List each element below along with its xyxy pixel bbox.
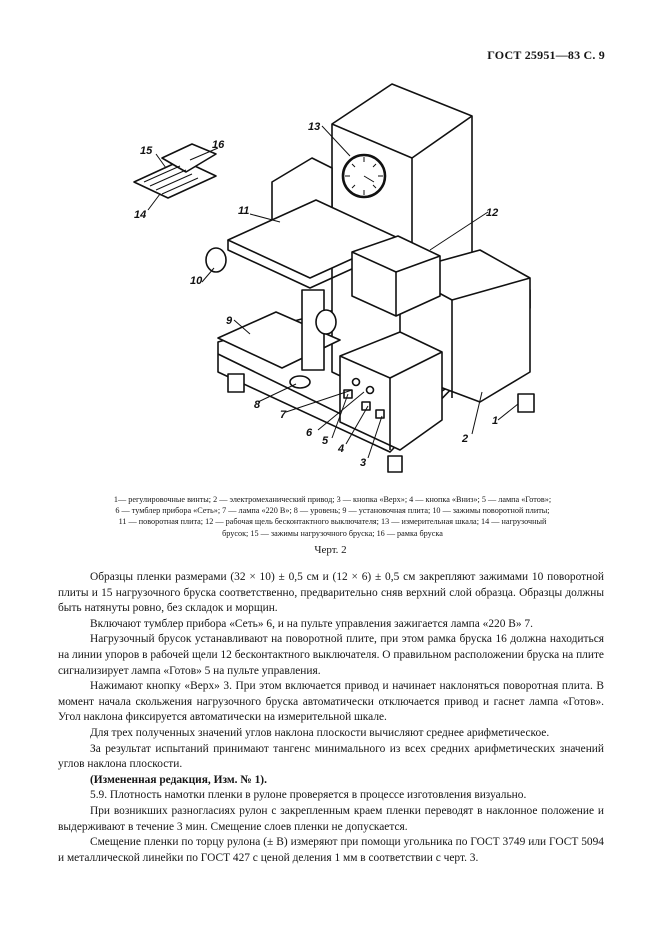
caption-line: 1— регулировочные винты; 2 — электромеханический привод; 3 — кнопка «Верх»; 4 — кнопка «Вниз»; 5 — лампа «Готов»; bbox=[113, 495, 552, 504]
figure-caption bbox=[60, 494, 605, 539]
callout-4: 4 bbox=[338, 443, 345, 455]
figure-title: Черт. 2 bbox=[314, 544, 347, 556]
caption-line: 11 — поворотная плита; 12 — рабочая щель бесконтактного выключателя; 13 — измерительная шкала; 14 — нагрузочный bbox=[118, 517, 547, 527]
amendment-note: (Измененная редакция, Изм. № 1). bbox=[90, 773, 267, 786]
callout-5: 5 bbox=[322, 435, 329, 447]
callout-2: 2 bbox=[462, 433, 469, 445]
paragraph: Нажимают кнопку «Верх» 3. При этом включается привод и начинает наклоняться поворотная плита. В момент начала скольжения нагрузочного бруска автоматически отключается привод и гаснет лампа «Готов». Угол наклона фиксируется автоматически на измерительной шкале. bbox=[58, 680, 604, 724]
caption-line: брусок; 15 — зажимы нагрузочного бруска; 16 — рамка бруска bbox=[222, 528, 443, 538]
callout-12: 12 bbox=[486, 207, 499, 219]
caption-line: 6 — тумблер прибора «Сеть»; 7 — лампа «220 В»; 8 — уровень; 9 — установочная плита; 10 — зажимы поворотной плиты; bbox=[115, 506, 550, 516]
paragraph: Включают тумблер прибора «Сеть» 6, и на пульте управления зажигается лампа «220 В» 7. bbox=[90, 617, 533, 630]
callout-16: 16 bbox=[212, 139, 225, 151]
paragraph: За результат испытаний принимают тангенс минимального из всех средних арифметических значений углов наклона плоскости. bbox=[58, 742, 604, 771]
paragraph: Нагрузочный брусок устанавливают на поворотной плите, при этом рамка бруска 16 должна находиться на линии упоров в рабочей щели 12 бесконтактного выключателя. О правильном расположении бруска на плите сигнализирует лампа «Готов» 5 на пульте управления. bbox=[58, 633, 604, 677]
callout-15: 15 bbox=[140, 145, 153, 157]
callout-3: 3 bbox=[360, 457, 367, 469]
callout-10: 10 bbox=[190, 275, 203, 287]
callout-11: 11 bbox=[238, 205, 250, 217]
callout-9: 9 bbox=[226, 315, 233, 327]
paragraph: При возникших разногласиях рулон с закрепленным краем пленки переводят в наклонное положение и выдерживают в течение 3 мин. Смещение слоев пленки не допускается. bbox=[58, 804, 604, 833]
body-text bbox=[58, 570, 604, 866]
paragraph: Смещение пленки по торцу рулона (± В) измеряют при помощи угольника по ГОСТ 3749 или ГОСТ 5094 и металлической линейки по ГОСТ 427 с ценой деления 1 мм в соответствии с черт. 3. bbox=[58, 836, 604, 864]
paragraph: Образцы пленки размерами (32 × 10) ± 0,5 см и (12 × 6) ± 0,5 см закрепляют зажимами 10 поворотной плиты и 15 нагрузочного бруска соответственно, предварительно сняв верхний слой образца. Образцы должны быть натянуты ровно, без складок и морщин. bbox=[58, 571, 604, 615]
callout-13: 13 bbox=[308, 121, 321, 133]
paragraph: Для трех полученных значений углов наклона плоскости вычисляют среднее арифметическое. bbox=[90, 726, 550, 739]
callout-8: 8 bbox=[254, 399, 261, 411]
apparatus-drawing bbox=[100, 72, 560, 494]
paragraph: 5.9. Плотность намотки пленки в рулоне проверяется в процессе изготовления визуально. bbox=[90, 789, 527, 802]
page-header: ГОСТ 25951—83 С. 9 bbox=[487, 48, 605, 62]
callout-6: 6 bbox=[306, 427, 313, 439]
callout-14: 14 bbox=[134, 209, 147, 221]
callout-7: 7 bbox=[280, 409, 287, 421]
callout-1: 1 bbox=[492, 415, 499, 427]
